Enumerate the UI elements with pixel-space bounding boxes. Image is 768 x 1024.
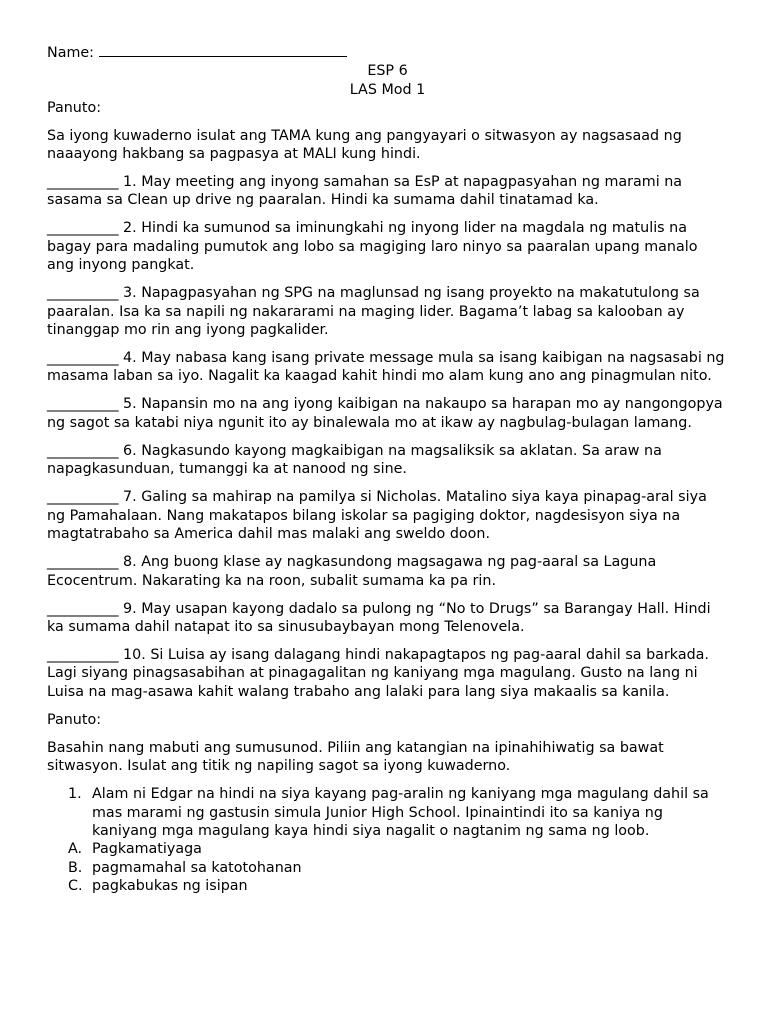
answer-blank: __________ [47,396,119,413]
list-item [47,442,728,479]
choice-item [68,877,728,895]
name-label: Name: [47,45,94,61]
choice-text: pagmamahal sa katotohanan [92,859,302,876]
item-text: 10. Si Luisa ay isang dalagang hindi nakapagtapos ng pag-aaral dahil sa barkada. Lagi siyang pinagsasabihan at pinagagalitan ng kaniyang mga magulang. Gusto na lang ni Luisa na mag-asawa kahit walang trabaho ang lalaki para lang siya makaalis sa kanila. [47,646,709,700]
answer-blank: __________ [47,220,119,237]
subject-title: ESP 6 [367,63,408,80]
item-text: 5. Napansin mo na ang iyong kaibigan na nakaupo sa harapan mo ay nangongopya ng sagot sa katabi niya ngunit ito ay binalewala mo at ikaw ay nagbulag-bulagan lamang. [47,396,723,431]
item-text: 9. May usapan kayong dadalo sa pulong ng “No to Drugs” sa Barangay Hall. Hindi ka sumama dahil natapat ito sa sinusubaybayan mong Telenovela. [47,600,711,635]
list-item [47,553,728,590]
choice-letter: B. [68,859,83,876]
list-item [47,646,728,701]
item-text: 3. Napagpasyahan ng SPG na maglunsad ng isang proyekto na makatutulong sa paaralan. Isa ka sa napili ng nakararami na maging lider. Bagama’t labag sa kalooban ay tinanggap mo rin ang iyong pagkalider. [47,285,700,339]
instruction-text-2: Basahin nang mabuti ang sumusunod. Piliin ang katangian na ipinahihiwatig sa bawat sitwasyon. Isulat ang titik ng napiling sagot sa iyong kuwaderno. [47,739,664,775]
question-item [68,785,728,895]
item-text: 2. Hindi ka sumunod sa iminungkahi ng inyong lider na magdala ng matulis na bagay para madaling pumutok ang lobo sa magiging laro ninyo sa paaralan upang manalo ang inyong pangkat. [47,220,698,274]
module-title: LAS Mod 1 [349,81,426,98]
list-item [47,349,728,386]
answer-blank: __________ [47,600,119,617]
choice-item [68,840,728,858]
choice-letter: C. [68,878,83,895]
choice-text: pagkabukas ng isipan [92,878,248,895]
list-item [47,488,728,543]
answer-blank: __________ [47,442,119,459]
name-row [47,43,728,62]
answer-blank: __________ [47,554,119,571]
answer-blank: __________ [47,350,119,367]
list-item [47,284,728,339]
item-text: 6. Nagkasundo kayong magkaibigan na magsaliksik sa aklatan. Sa araw na napagkasunduan, tumanggi ka at nanood ng sine. [47,442,662,478]
item-text: 4. May nabasa kang isang private message mula sa isang kaibigan na nagsasabi ng masama laban sa iyo. Nagalit ka kaagad kahit hindi mo alam kung ano ang pinagmulan nito. [47,350,725,385]
list-item [47,219,728,274]
question-number: 1. [68,786,82,803]
multiple-choice-list [47,785,728,895]
item-text: 1. May meeting ang inyong samahan sa EsP at napagpasyahan ng marami na sasama sa Clean up drive ng paaralan. Hindi ka sumama dahil tinatamad ka. [47,174,683,209]
choice-list [68,840,728,895]
question-text: Alam ni Edgar na hindi na siya kayang pag-aralin ng kaniyang mga magulang dahil sa mas marami ng gastusin simula Junior High School. Ipinaintindi ito sa kaniya ng kaniyang mga magulang kaya hindi siya nagalit o nagtanim ng sama ng loob. [92,786,709,839]
name-blank-line [99,43,347,57]
answer-blank: __________ [47,489,119,506]
instruction-label-1: Panuto: [47,100,102,117]
instruction-text-1: Sa iyong kuwaderno isulat ang TAMA kung ang pangyayari o sitwasyon ay nagsasaad ng naaayong hakbang sa pagpasya at MALI kung hindi. [47,127,682,163]
answer-blank: __________ [47,285,119,302]
choice-letter: A. [68,841,83,858]
item-text: 7. Galing sa mahirap na pamilya si Nicholas. Matalino siya kaya pinapag-aral siya ng Pamahalaan. Nang makatapos bilang iskolar sa pagiging doktor, nagdesisyon siya na magtatrabaho sa America dahil mas malaki ang sweldo doon. [47,489,707,543]
list-item [47,600,728,637]
answer-blank: __________ [47,646,119,663]
choice-text: Pagkamatiyaga [92,841,202,858]
answer-blank: __________ [47,174,119,191]
list-item [47,395,728,432]
item-text: 8. Ang buong klase ay nagkasundong magsagawa ng pag-aaral sa Laguna Ecocentrum. Nakarating ka na roon, subalit sumama ka pa rin. [47,554,657,589]
instruction-label-2: Panuto: [47,711,102,728]
choice-item [68,859,728,877]
list-item [47,173,728,210]
